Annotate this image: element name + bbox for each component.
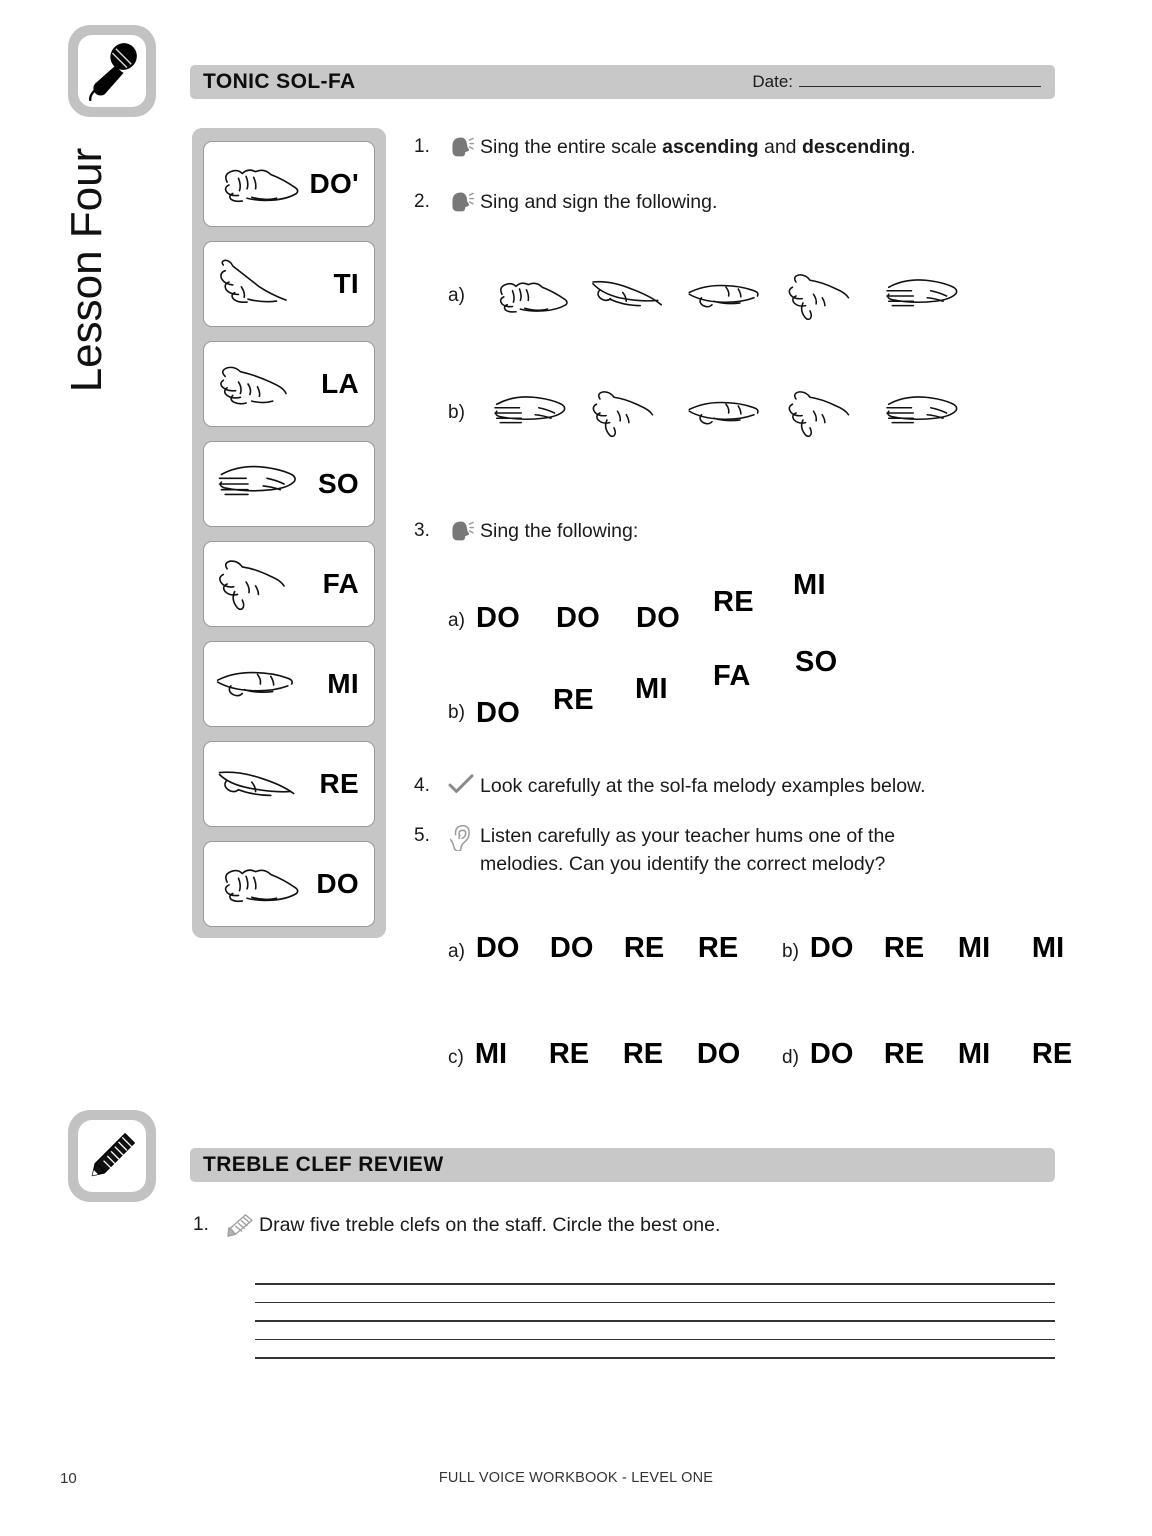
item-text: Sing the following: (480, 520, 639, 542)
ladder-card-la (203, 341, 375, 427)
choice-note: DO (475, 932, 520, 964)
treble-clef-task-1 (193, 1212, 893, 1240)
ear-icon (442, 823, 480, 851)
staff-line (255, 1320, 1055, 1322)
solfa-note: SO (795, 646, 838, 678)
hand-so-icon (482, 385, 577, 441)
solfa-note: DO (476, 697, 521, 729)
choice-note: MI (957, 1038, 991, 1070)
sequence-label: a) (448, 285, 465, 306)
choice-note: DO (809, 932, 854, 964)
hand-do-icon (482, 268, 577, 324)
ladder-card-so (203, 441, 375, 527)
microphone-icon (83, 40, 141, 102)
item-text: Sing and sign the following. (480, 191, 718, 213)
choice-label: b) (782, 941, 799, 962)
ladder-syllable: MI (327, 668, 359, 699)
item-number: 4. (414, 775, 430, 796)
choice-note: MI (474, 1038, 508, 1070)
choice-note: RE (623, 932, 665, 964)
tonic-solfa-header-bar (190, 65, 1055, 99)
hand-mi-icon (210, 653, 305, 715)
ladder-syllable: DO (316, 868, 359, 899)
ladder-card-do (203, 841, 375, 927)
item-number: 1. (414, 136, 430, 157)
pencil-small-icon (221, 1212, 259, 1237)
ladder-card-mi (203, 641, 375, 727)
hand-la-icon (210, 353, 305, 415)
hand-ti-icon (210, 253, 305, 315)
staff-line (255, 1302, 1055, 1304)
choice-note: DO (549, 932, 594, 964)
hand-so-icon (874, 385, 969, 441)
choice-note: MI (957, 932, 991, 964)
choice-note: DO (809, 1038, 854, 1070)
ladder-syllable: TI (333, 268, 359, 299)
staff-line (255, 1283, 1055, 1285)
page-number: 10 (60, 1470, 77, 1487)
melody-choice-d[interactable] (782, 1038, 1072, 1071)
singing-head-icon (442, 518, 480, 543)
choice-note: MI (1031, 932, 1065, 964)
ladder-card-re (203, 741, 375, 827)
hand-mi-icon (678, 268, 773, 324)
hand-mi-icon (678, 385, 773, 441)
item-number: 5. (414, 825, 430, 846)
hand-re-icon (580, 268, 675, 324)
hand-so-icon (874, 268, 969, 324)
item-text: Listen carefully as your teacher hums one of the melodies. Can you identify the correct melody? (480, 825, 896, 875)
choice-note: RE (697, 932, 739, 964)
book-title: FULL VOICE WORKBOOK - LEVEL ONE (438, 1470, 714, 1486)
solfa-note: DO (636, 602, 681, 634)
item-number: 1. (193, 1214, 209, 1235)
singing-head-icon (442, 134, 480, 159)
hand-fa-icon (776, 268, 871, 324)
choice-note: RE (622, 1038, 664, 1070)
solfa-note: RE (713, 586, 754, 618)
ladder-card-ti (203, 241, 375, 327)
date-field-group (752, 72, 1041, 92)
solfa-note: FA (713, 660, 751, 692)
ladder-card-fa (203, 541, 375, 627)
checkmark-icon (442, 773, 480, 796)
melody-label: b) (448, 702, 465, 723)
instruction-item-2 (414, 189, 1014, 217)
solfa-note: MI (635, 673, 668, 705)
staff-line (255, 1357, 1055, 1359)
choice-note: RE (883, 1038, 925, 1070)
sign-sequence-row-a (448, 268, 972, 324)
melody-label: a) (448, 610, 465, 631)
music-staff[interactable] (255, 1283, 1055, 1359)
hand-do-icon (210, 853, 305, 915)
lesson-label: Lesson Four (62, 147, 111, 393)
choice-note: RE (548, 1038, 590, 1070)
ladder-syllable: FA (322, 568, 359, 599)
date-label: Date: (752, 72, 793, 91)
ladder-syllable: LA (321, 368, 359, 399)
ladder-syllable: RE (319, 768, 359, 799)
item-text: Sing the entire scale ascending and descending. (480, 136, 916, 158)
melody-choice-a[interactable] (448, 932, 738, 965)
choice-note: DO (696, 1038, 741, 1070)
sing-melody-row-b (448, 646, 918, 730)
hand-fa-icon (776, 385, 871, 441)
choice-label: a) (448, 941, 465, 962)
choice-label: d) (782, 1047, 799, 1068)
item-text: Draw five treble clefs on the staff. Circle the best one. (259, 1214, 721, 1236)
hand-fa-icon (210, 553, 305, 615)
instruction-item-1 (414, 134, 1014, 162)
hand-fa-icon (580, 385, 675, 441)
badge-inner (78, 35, 146, 107)
pencil-badge (68, 1110, 156, 1202)
badge-inner (78, 1120, 146, 1192)
choice-label: c) (448, 1047, 464, 1068)
solfa-note: RE (553, 684, 594, 716)
sign-sequence-row-b (448, 385, 972, 441)
tonic-solfa-title: TONIC SOL-FA (203, 70, 356, 93)
ladder-syllable: DO' (309, 168, 359, 199)
hand-do-high-icon (210, 153, 305, 215)
instruction-item-5 (414, 823, 944, 878)
melody-choice-b[interactable] (782, 932, 1064, 965)
solfa-note: DO (476, 602, 521, 634)
microphone-badge (68, 25, 156, 117)
treble-clef-header-bar (190, 1148, 1055, 1182)
melody-choice-c[interactable] (448, 1038, 740, 1071)
choice-note: RE (883, 932, 925, 964)
item-text: Look carefully at the sol-fa melody examples below. (480, 775, 926, 797)
instruction-item-4 (414, 773, 1014, 801)
instruction-item-3 (414, 518, 1014, 546)
treble-clef-title: TREBLE CLEF REVIEW (203, 1153, 444, 1176)
staff-line (255, 1339, 1055, 1341)
ladder-syllable: SO (317, 468, 359, 499)
solfa-note: DO (556, 602, 601, 634)
solfa-note: MI (793, 569, 826, 601)
hand-so-icon (210, 453, 305, 515)
item-number: 2. (414, 191, 430, 212)
sequence-label: b) (448, 402, 465, 423)
solfa-ladder-panel (192, 128, 386, 938)
item-number: 3. (414, 520, 430, 541)
pencil-icon (84, 1128, 140, 1184)
hand-re-icon (210, 753, 305, 815)
choice-note: RE (1031, 1038, 1073, 1070)
sing-melody-row-a (448, 560, 918, 638)
ladder-card-do-high (203, 141, 375, 227)
date-input-line[interactable] (799, 72, 1041, 87)
singing-head-icon (442, 189, 480, 214)
